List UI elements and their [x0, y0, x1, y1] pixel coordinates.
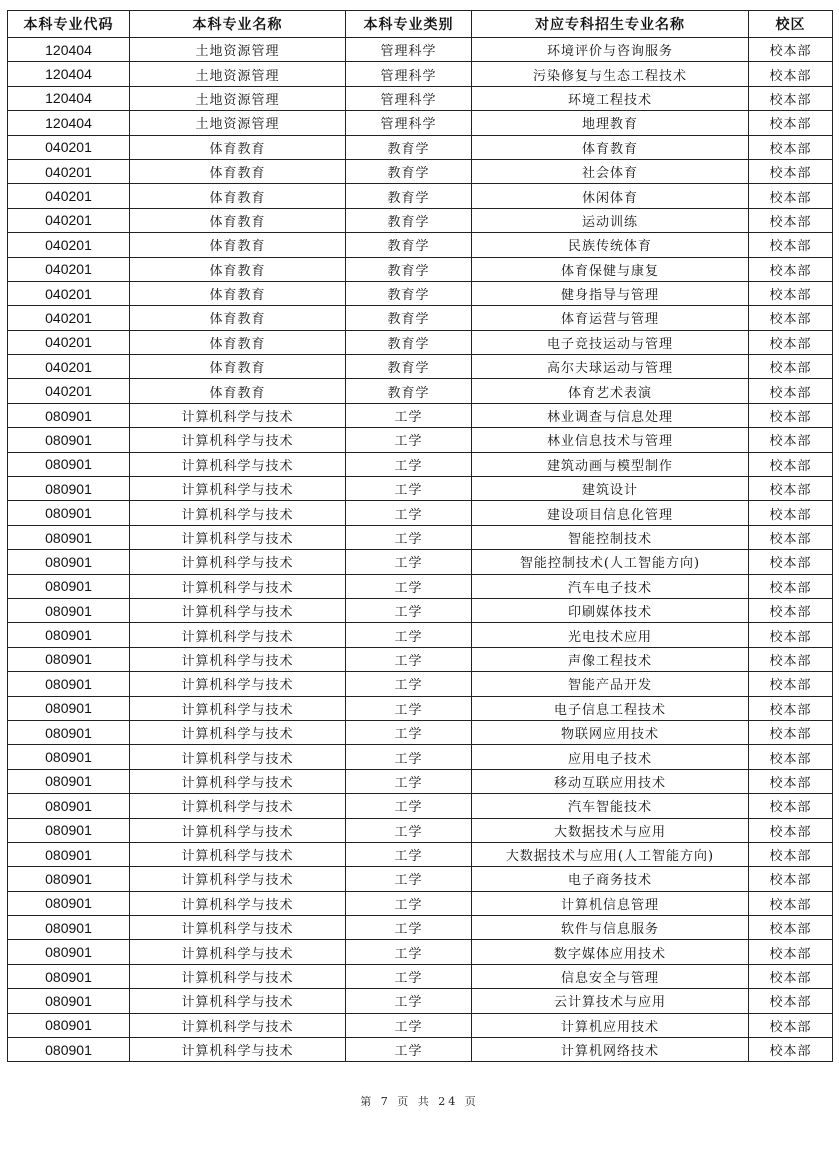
header-major-code: 本科专业代码 — [8, 11, 130, 38]
cell-major-category: 工学 — [346, 550, 472, 574]
cell-major-category: 工学 — [346, 525, 472, 549]
cell-major-code: 120404 — [8, 86, 130, 110]
cell-junior-major-name: 体育艺术表演 — [472, 379, 749, 403]
cell-major-category: 管理科学 — [346, 38, 472, 62]
cell-campus: 校本部 — [749, 525, 833, 549]
cell-junior-major-name: 高尔夫球运动与管理 — [472, 355, 749, 379]
cell-major-code: 080901 — [8, 794, 130, 818]
cell-major-name: 计算机科学与技术 — [130, 794, 346, 818]
cell-junior-major-name: 电子商务技术 — [472, 867, 749, 891]
cell-campus: 校本部 — [749, 86, 833, 110]
cell-junior-major-name: 软件与信息服务 — [472, 916, 749, 940]
cell-major-category: 管理科学 — [346, 86, 472, 110]
cell-junior-major-name: 汽车电子技术 — [472, 574, 749, 598]
cell-major-code: 080901 — [8, 940, 130, 964]
cell-campus: 校本部 — [749, 501, 833, 525]
cell-junior-major-name: 健身指导与管理 — [472, 281, 749, 305]
cell-campus: 校本部 — [749, 306, 833, 330]
cell-major-name: 体育教育 — [130, 330, 346, 354]
table-row — [8, 403, 833, 427]
cell-junior-major-name: 应用电子技术 — [472, 745, 749, 769]
table-row — [8, 330, 833, 354]
cell-major-category: 工学 — [346, 989, 472, 1013]
cell-major-code: 080901 — [8, 550, 130, 574]
cell-major-code: 040201 — [8, 159, 130, 183]
table-row — [8, 233, 833, 257]
table-row — [8, 647, 833, 671]
cell-major-category: 工学 — [346, 769, 472, 793]
cell-major-name: 计算机科学与技术 — [130, 403, 346, 427]
table-row — [8, 111, 833, 135]
cell-major-name: 土地资源管理 — [130, 38, 346, 62]
cell-major-name: 体育教育 — [130, 159, 346, 183]
table-row — [8, 281, 833, 305]
cell-major-category: 工学 — [346, 794, 472, 818]
table-row — [8, 477, 833, 501]
cell-junior-major-name: 地理教育 — [472, 111, 749, 135]
header-campus: 校区 — [749, 11, 833, 38]
cell-major-code: 120404 — [8, 111, 130, 135]
cell-major-category: 工学 — [346, 647, 472, 671]
cell-major-code: 080901 — [8, 818, 130, 842]
cell-major-code: 080901 — [8, 574, 130, 598]
table-row — [8, 940, 833, 964]
table-row — [8, 964, 833, 988]
cell-campus: 校本部 — [749, 159, 833, 183]
cell-major-code: 040201 — [8, 135, 130, 159]
cell-major-category: 教育学 — [346, 379, 472, 403]
cell-junior-major-name: 智能控制技术(人工智能方向) — [472, 550, 749, 574]
cell-major-category: 教育学 — [346, 159, 472, 183]
cell-major-category: 管理科学 — [346, 62, 472, 86]
cell-major-name: 体育教育 — [130, 233, 346, 257]
cell-major-name: 计算机科学与技术 — [130, 916, 346, 940]
table-row — [8, 818, 833, 842]
cell-major-category: 工学 — [346, 598, 472, 622]
cell-major-code: 080901 — [8, 428, 130, 452]
cell-major-category: 工学 — [346, 1038, 472, 1062]
cell-major-category: 工学 — [346, 623, 472, 647]
cell-campus: 校本部 — [749, 233, 833, 257]
cell-major-category: 工学 — [346, 916, 472, 940]
table-row — [8, 428, 833, 452]
table-row — [8, 62, 833, 86]
cell-major-name: 计算机科学与技术 — [130, 989, 346, 1013]
cell-junior-major-name: 污染修复与生态工程技术 — [472, 62, 749, 86]
table-body — [8, 38, 833, 1062]
cell-major-name: 计算机科学与技术 — [130, 696, 346, 720]
cell-major-code: 040201 — [8, 379, 130, 403]
cell-major-category: 工学 — [346, 818, 472, 842]
cell-major-name: 计算机科学与技术 — [130, 598, 346, 622]
cell-campus: 校本部 — [749, 257, 833, 281]
table-row — [8, 184, 833, 208]
table-row — [8, 842, 833, 866]
cell-major-name: 计算机科学与技术 — [130, 477, 346, 501]
cell-major-name: 计算机科学与技术 — [130, 501, 346, 525]
cell-junior-major-name: 光电技术应用 — [472, 623, 749, 647]
cell-junior-major-name: 汽车智能技术 — [472, 794, 749, 818]
table-row — [8, 452, 833, 476]
cell-major-category: 教育学 — [346, 135, 472, 159]
cell-junior-major-name: 计算机信息管理 — [472, 891, 749, 915]
cell-campus: 校本部 — [749, 1038, 833, 1062]
header-major-category: 本科专业类别 — [346, 11, 472, 38]
cell-junior-major-name: 信息安全与管理 — [472, 964, 749, 988]
table-row — [8, 1013, 833, 1037]
cell-major-category: 教育学 — [346, 330, 472, 354]
cell-junior-major-name: 移动互联应用技术 — [472, 769, 749, 793]
cell-major-code: 080901 — [8, 891, 130, 915]
cell-major-name: 计算机科学与技术 — [130, 428, 346, 452]
table-row — [8, 696, 833, 720]
cell-campus: 校本部 — [749, 916, 833, 940]
table-row — [8, 501, 833, 525]
cell-campus: 校本部 — [749, 477, 833, 501]
table-row — [8, 550, 833, 574]
cell-major-name: 土地资源管理 — [130, 62, 346, 86]
cell-major-name: 计算机科学与技术 — [130, 525, 346, 549]
cell-campus: 校本部 — [749, 696, 833, 720]
table-row — [8, 891, 833, 915]
cell-major-name: 体育教育 — [130, 257, 346, 281]
cell-major-category: 工学 — [346, 672, 472, 696]
cell-major-name: 计算机科学与技术 — [130, 623, 346, 647]
cell-campus: 校本部 — [749, 745, 833, 769]
cell-major-name: 计算机科学与技术 — [130, 1013, 346, 1037]
cell-major-name: 计算机科学与技术 — [130, 720, 346, 744]
cell-junior-major-name: 电子竞技运动与管理 — [472, 330, 749, 354]
cell-major-code: 080901 — [8, 647, 130, 671]
table-row — [8, 86, 833, 110]
cell-campus: 校本部 — [749, 989, 833, 1013]
cell-major-code: 080901 — [8, 769, 130, 793]
cell-junior-major-name: 环境工程技术 — [472, 86, 749, 110]
cell-campus: 校本部 — [749, 672, 833, 696]
cell-major-name: 计算机科学与技术 — [130, 964, 346, 988]
cell-major-code: 080901 — [8, 477, 130, 501]
cell-junior-major-name: 电子信息工程技术 — [472, 696, 749, 720]
cell-major-name: 计算机科学与技术 — [130, 745, 346, 769]
cell-campus: 校本部 — [749, 135, 833, 159]
cell-major-code: 080901 — [8, 501, 130, 525]
cell-major-name: 体育教育 — [130, 306, 346, 330]
table-row — [8, 208, 833, 232]
cell-major-name: 体育教育 — [130, 379, 346, 403]
cell-campus: 校本部 — [749, 184, 833, 208]
cell-campus: 校本部 — [749, 208, 833, 232]
cell-junior-major-name: 体育教育 — [472, 135, 749, 159]
header-row — [8, 11, 833, 38]
cell-major-name: 土地资源管理 — [130, 86, 346, 110]
cell-major-category: 工学 — [346, 403, 472, 427]
cell-campus: 校本部 — [749, 379, 833, 403]
cell-campus: 校本部 — [749, 1013, 833, 1037]
cell-major-code: 040201 — [8, 306, 130, 330]
cell-major-category: 工学 — [346, 867, 472, 891]
cell-junior-major-name: 社会体育 — [472, 159, 749, 183]
cell-major-category: 工学 — [346, 720, 472, 744]
cell-major-name: 计算机科学与技术 — [130, 818, 346, 842]
cell-major-code: 080901 — [8, 403, 130, 427]
cell-major-name: 计算机科学与技术 — [130, 769, 346, 793]
table-row — [8, 623, 833, 647]
majors-table — [7, 10, 833, 1062]
cell-junior-major-name: 物联网应用技术 — [472, 720, 749, 744]
cell-major-category: 工学 — [346, 501, 472, 525]
table-row — [8, 379, 833, 403]
cell-major-category: 管理科学 — [346, 111, 472, 135]
cell-major-category: 教育学 — [346, 208, 472, 232]
cell-major-category: 工学 — [346, 891, 472, 915]
cell-major-name: 体育教育 — [130, 355, 346, 379]
cell-junior-major-name: 环境评价与咨询服务 — [472, 38, 749, 62]
cell-major-category: 教育学 — [346, 257, 472, 281]
cell-major-code: 080901 — [8, 989, 130, 1013]
cell-campus: 校本部 — [749, 62, 833, 86]
cell-campus: 校本部 — [749, 403, 833, 427]
cell-junior-major-name: 智能控制技术 — [472, 525, 749, 549]
cell-major-category: 工学 — [346, 452, 472, 476]
cell-major-code: 080901 — [8, 720, 130, 744]
cell-major-category: 教育学 — [346, 233, 472, 257]
cell-major-category: 工学 — [346, 1013, 472, 1037]
cell-campus: 校本部 — [749, 428, 833, 452]
cell-major-name: 土地资源管理 — [130, 111, 346, 135]
table-row — [8, 720, 833, 744]
cell-major-name: 计算机科学与技术 — [130, 867, 346, 891]
table-row — [8, 135, 833, 159]
cell-major-name: 体育教育 — [130, 281, 346, 305]
cell-major-code: 040201 — [8, 208, 130, 232]
cell-junior-major-name: 云计算技术与应用 — [472, 989, 749, 1013]
cell-junior-major-name: 林业调查与信息处理 — [472, 403, 749, 427]
table-row — [8, 355, 833, 379]
cell-major-category: 教育学 — [346, 281, 472, 305]
cell-major-code: 080901 — [8, 964, 130, 988]
cell-major-code: 080901 — [8, 672, 130, 696]
cell-campus: 校本部 — [749, 550, 833, 574]
cell-campus: 校本部 — [749, 867, 833, 891]
cell-major-name: 计算机科学与技术 — [130, 672, 346, 696]
cell-major-category: 工学 — [346, 696, 472, 720]
table-row — [8, 574, 833, 598]
table-row — [8, 867, 833, 891]
cell-major-category: 工学 — [346, 964, 472, 988]
cell-major-code: 120404 — [8, 62, 130, 86]
cell-campus: 校本部 — [749, 964, 833, 988]
cell-major-category: 工学 — [346, 842, 472, 866]
cell-junior-major-name: 大数据技术与应用(人工智能方向) — [472, 842, 749, 866]
cell-campus: 校本部 — [749, 940, 833, 964]
cell-campus: 校本部 — [749, 647, 833, 671]
cell-campus: 校本部 — [749, 720, 833, 744]
table-row — [8, 745, 833, 769]
table-row — [8, 672, 833, 696]
cell-major-code: 080901 — [8, 1038, 130, 1062]
cell-campus: 校本部 — [749, 355, 833, 379]
cell-junior-major-name: 声像工程技术 — [472, 647, 749, 671]
cell-major-code: 040201 — [8, 233, 130, 257]
cell-major-code: 040201 — [8, 257, 130, 281]
table-row — [8, 525, 833, 549]
cell-junior-major-name: 体育运营与管理 — [472, 306, 749, 330]
cell-major-code: 040201 — [8, 281, 130, 305]
cell-major-name: 体育教育 — [130, 208, 346, 232]
cell-major-code: 040201 — [8, 184, 130, 208]
cell-junior-major-name: 印刷媒体技术 — [472, 598, 749, 622]
table-row — [8, 769, 833, 793]
cell-junior-major-name: 体育保健与康复 — [472, 257, 749, 281]
header-junior-major-name: 对应专科招生专业名称 — [472, 11, 749, 38]
cell-major-name: 计算机科学与技术 — [130, 1038, 346, 1062]
cell-major-name: 体育教育 — [130, 135, 346, 159]
cell-major-name: 计算机科学与技术 — [130, 574, 346, 598]
cell-campus: 校本部 — [749, 598, 833, 622]
cell-campus: 校本部 — [749, 794, 833, 818]
cell-junior-major-name: 计算机应用技术 — [472, 1013, 749, 1037]
cell-major-name: 计算机科学与技术 — [130, 891, 346, 915]
cell-major-code: 080901 — [8, 623, 130, 647]
cell-junior-major-name: 计算机网络技术 — [472, 1038, 749, 1062]
cell-junior-major-name: 建设项目信息化管理 — [472, 501, 749, 525]
cell-major-code: 040201 — [8, 355, 130, 379]
cell-major-category: 工学 — [346, 745, 472, 769]
cell-major-code: 080901 — [8, 452, 130, 476]
table-row — [8, 1038, 833, 1062]
cell-major-code: 080901 — [8, 916, 130, 940]
cell-campus: 校本部 — [749, 111, 833, 135]
cell-campus: 校本部 — [749, 38, 833, 62]
cell-junior-major-name: 大数据技术与应用 — [472, 818, 749, 842]
table-row — [8, 794, 833, 818]
page-number-footer: 第 7 页 共 24 页 — [360, 1095, 479, 1108]
cell-major-name: 体育教育 — [130, 184, 346, 208]
table-row — [8, 38, 833, 62]
table-header — [8, 11, 833, 38]
cell-campus: 校本部 — [749, 818, 833, 842]
cell-campus: 校本部 — [749, 769, 833, 793]
cell-campus: 校本部 — [749, 574, 833, 598]
cell-major-code: 080901 — [8, 842, 130, 866]
table-row — [8, 598, 833, 622]
cell-major-category: 工学 — [346, 940, 472, 964]
cell-junior-major-name: 智能产品开发 — [472, 672, 749, 696]
cell-campus: 校本部 — [749, 452, 833, 476]
cell-major-code: 080901 — [8, 598, 130, 622]
cell-junior-major-name: 建筑设计 — [472, 477, 749, 501]
cell-major-name: 计算机科学与技术 — [130, 647, 346, 671]
cell-junior-major-name: 林业信息技术与管理 — [472, 428, 749, 452]
table-row — [8, 306, 833, 330]
cell-major-name: 计算机科学与技术 — [130, 940, 346, 964]
cell-major-code: 040201 — [8, 330, 130, 354]
cell-campus: 校本部 — [749, 330, 833, 354]
cell-major-category: 工学 — [346, 428, 472, 452]
cell-campus: 校本部 — [749, 842, 833, 866]
cell-major-name: 计算机科学与技术 — [130, 842, 346, 866]
cell-major-code: 080901 — [8, 525, 130, 549]
cell-junior-major-name: 建筑动画与模型制作 — [472, 452, 749, 476]
table-row — [8, 989, 833, 1013]
cell-junior-major-name: 数字媒体应用技术 — [472, 940, 749, 964]
table-row — [8, 257, 833, 281]
table-row — [8, 159, 833, 183]
cell-major-code: 120404 — [8, 38, 130, 62]
cell-major-category: 工学 — [346, 574, 472, 598]
cell-major-category: 工学 — [346, 477, 472, 501]
cell-major-code: 080901 — [8, 696, 130, 720]
cell-major-code: 080901 — [8, 1013, 130, 1037]
cell-major-category: 教育学 — [346, 306, 472, 330]
cell-campus: 校本部 — [749, 281, 833, 305]
cell-major-category: 教育学 — [346, 184, 472, 208]
table-row — [8, 916, 833, 940]
cell-junior-major-name: 休闲体育 — [472, 184, 749, 208]
cell-junior-major-name: 民族传统体育 — [472, 233, 749, 257]
cell-major-name: 计算机科学与技术 — [130, 550, 346, 574]
cell-major-code: 080901 — [8, 867, 130, 891]
cell-campus: 校本部 — [749, 623, 833, 647]
cell-major-code: 080901 — [8, 745, 130, 769]
cell-junior-major-name: 运动训练 — [472, 208, 749, 232]
cell-major-name: 计算机科学与技术 — [130, 452, 346, 476]
header-major-name: 本科专业名称 — [130, 11, 346, 38]
cell-campus: 校本部 — [749, 891, 833, 915]
cell-major-category: 教育学 — [346, 355, 472, 379]
